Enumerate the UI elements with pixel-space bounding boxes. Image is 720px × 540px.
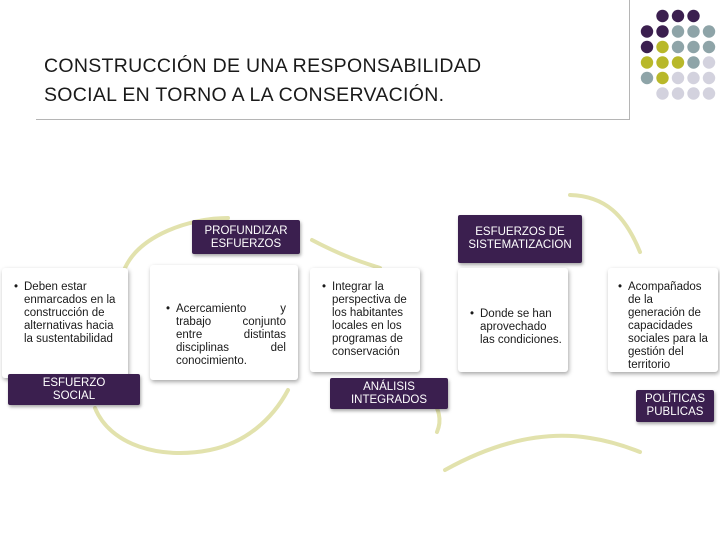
bullet-box-5 [608,268,718,372]
header-profundizar-esfuerzos: PROFUNDIZAR ESFUERZOS [192,220,300,254]
title-line-2: SOCIAL EN TORNO A LA CONSERVACIÓN. [44,84,445,106]
bullet-text-5: • Acompañados de la generación de capacidades sociales para la gestión del territorio [628,281,712,372]
bullet-box-1 [2,268,128,378]
arc-2 [312,240,380,268]
footer-analisis-integrados: ANÁLISIS INTEGRADOS [330,378,448,409]
bullet-text-2: • Acercamiento y trabajo conjunto entre distintas disciplinas del conocimiento. [176,303,286,368]
bullet-text-4: • Donde se han aprovechado las condiciones. [480,308,562,347]
header-esfuerzos-sistematizacion: ESFUERZOS DE SISTEMATIZACION [458,215,582,263]
bullet-box-2 [150,265,298,380]
bullet-text-1: • Deben estar enmarcados en la construcción de alternativas hacia la sustentabilidad [24,281,120,346]
footer-politicas-publicas: POLÍTICAS PUBLICAS [636,390,714,422]
footer-esfuerzo-social: ESFUERZO SOCIAL [8,374,140,405]
bullet-box-4 [458,268,568,372]
bullet-box-3 [310,268,420,372]
bullet-text-3: • Integrar la perspectiva de los habitantes locales en los programas de conservación [332,281,414,359]
title-line-1: CONSTRUCCIÓN DE UNA RESPONSABILIDAD [44,55,482,77]
arc-6 [445,436,640,470]
